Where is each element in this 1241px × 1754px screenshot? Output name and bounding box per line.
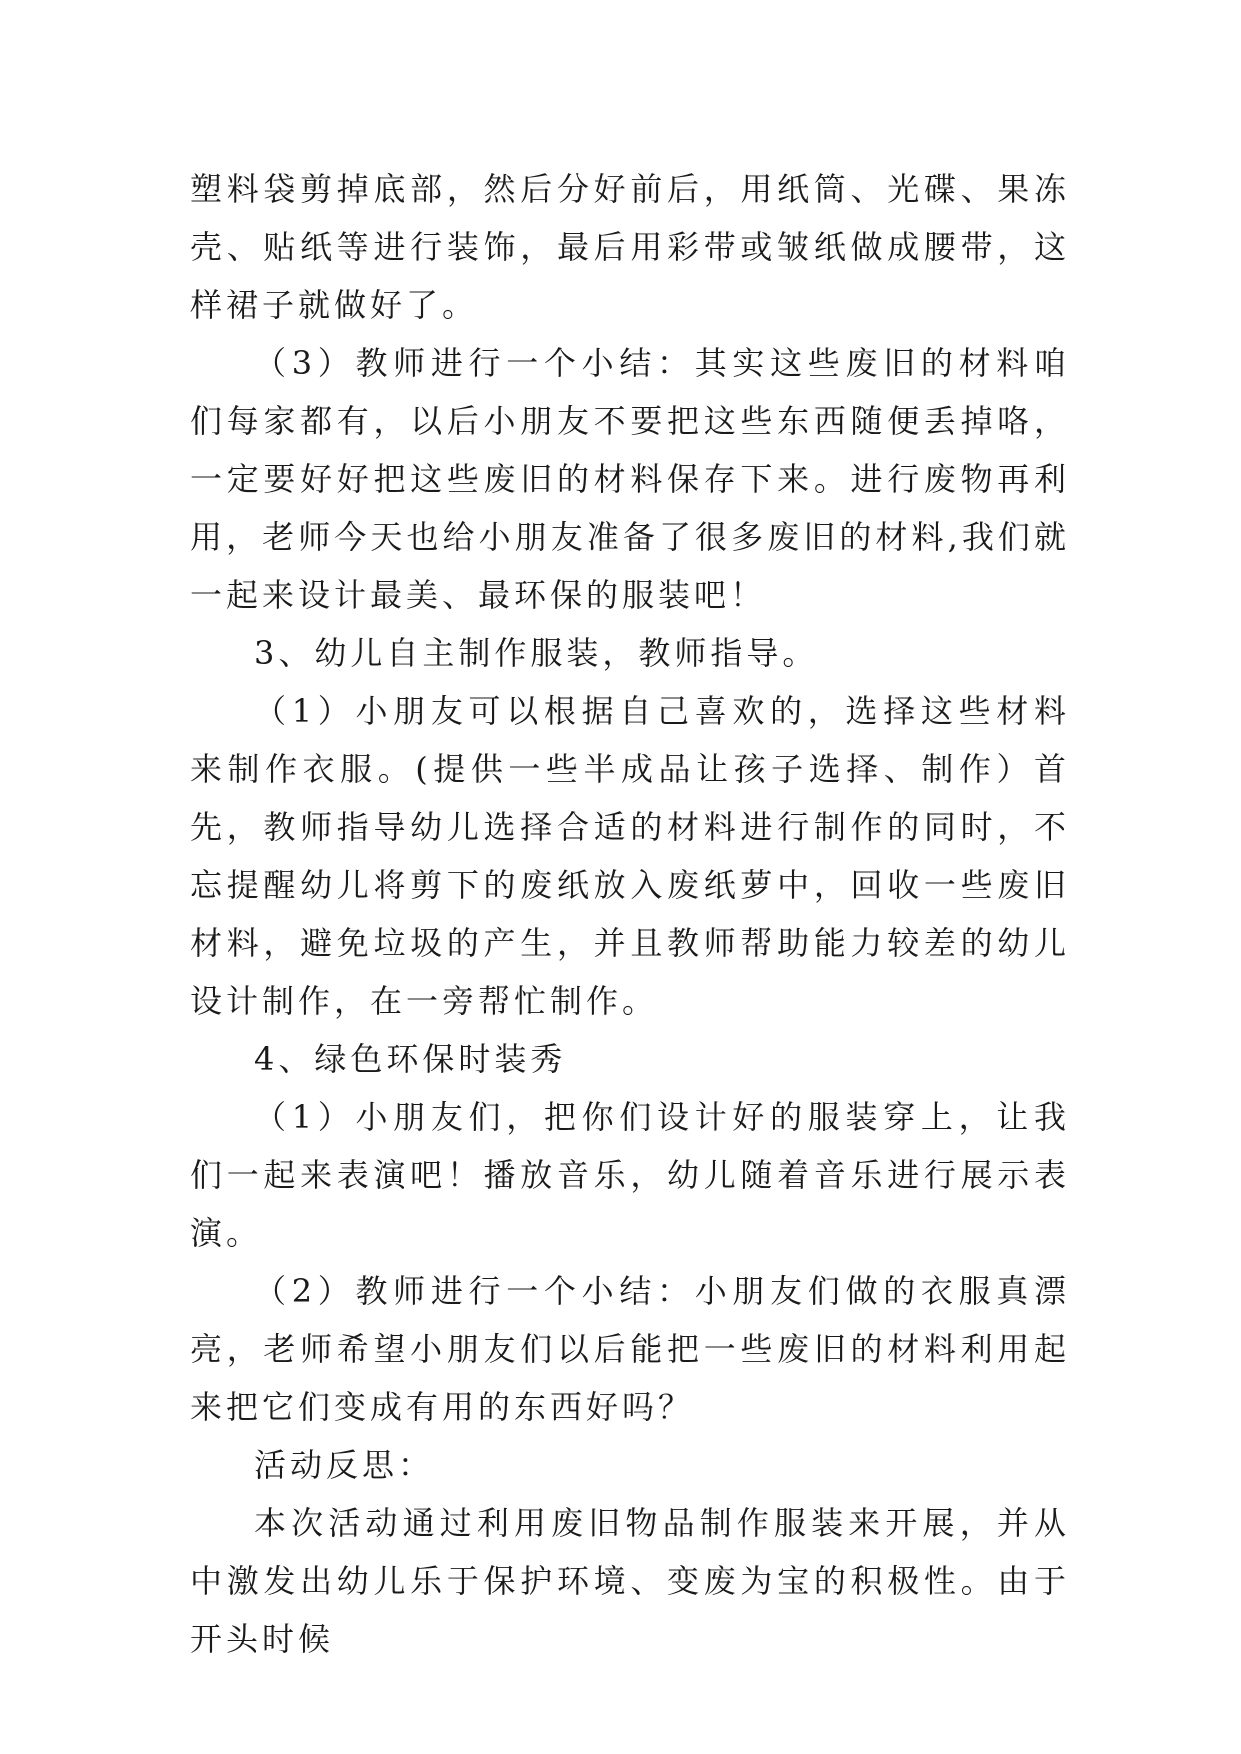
heading-step-4: 4、绿色环保时装秀 [254, 1040, 567, 1078]
document-body [190, 160, 1070, 1668]
paragraph-teacher-summary-2: （2）教师进行一个小结：小朋友们做的衣服真漂亮，老师希望小朋友们以后能把一些废旧的材料利用起来把它们变成有用的东西好吗？ [190, 1272, 1070, 1426]
paragraph-children-making: （1）小朋友可以根据自己喜欢的，选择这些材料来制作衣服。(提供一些半成品让孩子选择、制作）首先，教师指导幼儿选择合适的材料进行制作的同时，不忘提醒幼儿将剪下的废纸放入废纸萝中，回收一些废旧材料，避免垃圾的产生，并且教师帮助能力较差的幼儿设计制作，在一旁帮忙制作。 [190, 692, 1070, 1020]
heading-step-3: 3、幼儿自主制作服装，教师指导。 [254, 634, 819, 672]
paragraph-reflection: 本次活动通过利用废旧物品制作服装来开展，并从中激发出幼儿乐于保护环境、变废为宝的积极性。由于开头时候 [190, 1504, 1070, 1658]
paragraph-teacher-summary-3: （3）教师进行一个小结：其实这些废旧的材料咱们每家都有，以后小朋友不要把这些东西随便丢掉咯，一定要好好把这些废旧的材料保存下来。进行废物再利用，老师今天也给小朋友准备了很多废旧的材料,我们就一起来设计最美、最环保的服装吧！ [190, 344, 1070, 614]
paragraph-fashion-show: （1）小朋友们，把你们设计好的服装穿上，让我们一起来表演吧！播放音乐，幼儿随着音乐进行展示表演。 [190, 1098, 1070, 1252]
paragraph-skirt-making: 塑料袋剪掉底部，然后分好前后，用纸筒、光碟、果冻壳、贴纸等进行装饰，最后用彩带或皱纸做成腰带，这样裙子就做好了。 [190, 170, 1070, 324]
heading-reflection: 活动反思： [254, 1446, 435, 1484]
